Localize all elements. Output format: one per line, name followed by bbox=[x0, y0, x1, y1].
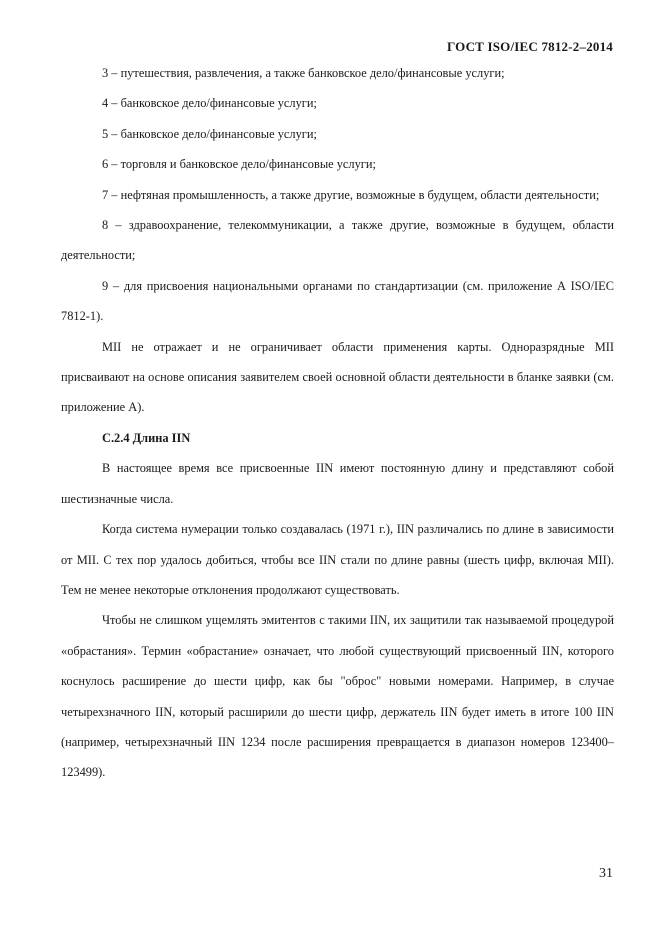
mii-paragraph: MII не отражает и не ограничивает области применения карты. Одноразрядные MII присваивают на основе описания заявителем своей основной области деятельности в бланке заявки (см. приложение А). bbox=[61, 339, 614, 415]
list-item-4: 4 – банковское дело/финансовые услуги; bbox=[102, 96, 317, 111]
section-heading: С.2.4 Длина IIN bbox=[102, 430, 191, 445]
list-item-7: 7 – нефтяная промышленность, а также другие, возможные в будущем, области деятельности; bbox=[102, 187, 600, 202]
section-paragraph: Чтобы не слишком ущемлять эмитентов с такими IIN, их защитили так называемой процедурой «обрастания». Термин «обрастание» означает, что любой существующий присвоенный IIN, которого коснулось расширение до шести цифр, как бы "оброс" новыми номерами. Например, в случае четырехзначного IIN, который расширили до шести цифр, держатель IIN будет иметь в итоге 100 IIN (например, четырехзначный IIN 1234 после расширения превращается в диапазон номеров 123400–123499). bbox=[61, 613, 614, 780]
list-item-5: 5 – банковское дело/финансовые услуги; bbox=[102, 126, 317, 141]
section-paragraph: В настоящее время все присвоенные IIN имеют постоянную длину и представляют собой шестизначные числа. bbox=[61, 461, 614, 506]
list-item-3: 3 – путешествия, развлечения, а также банковское дело/финансовые услуги; bbox=[102, 66, 505, 80]
document-body bbox=[61, 58, 614, 788]
document-code-header: ГОСТ ISO/IEC 7812-2–2014 bbox=[446, 39, 613, 54]
page-number: 31 bbox=[599, 866, 613, 881]
section-paragraph: Когда система нумерации только создавалась (1971 г.), IIN различались по длине в зависимости от MII. С тех пор удалось добиться, чтобы все IIN стали по длине равны (шесть цифр, включая MII). Тем не менее некоторые отклонения продолжают существовать. bbox=[61, 522, 614, 597]
list-item-9: 9 – для присвоения национальными органами по стандартизации (см. приложение А ISO/IEC 7812-1). bbox=[61, 278, 614, 324]
list-item-8: 8 – здравоохранение, телекоммуникации, а также другие, возможные в будущем, области деятельности; bbox=[61, 218, 614, 263]
list-item-6: 6 – торговля и банковское дело/финансовые услуги; bbox=[102, 157, 376, 172]
